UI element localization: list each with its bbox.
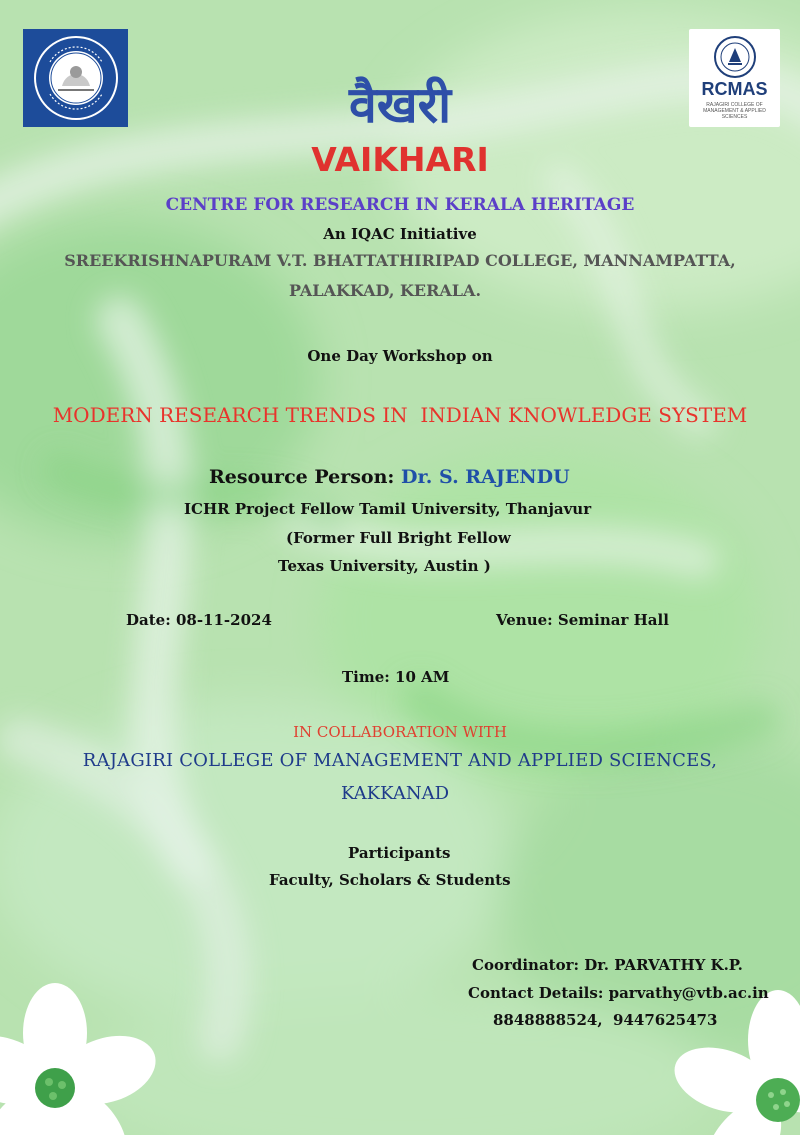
resource-person-label: Resource Person: (209, 466, 402, 488)
contact-phones: 8848888524, 9447625473 (493, 1011, 718, 1029)
rcmas-logo-subtitle: RAJAGIRI COLLEGE OF MANAGEMENT & APPLIED SCIENCES (703, 102, 766, 120)
rcmas-logo-name: RCMAS (701, 79, 768, 99)
coordinator: Coordinator: Dr. PARVATHY K.P. (472, 956, 743, 974)
participants-list: Faculty, Scholars & Students (269, 871, 511, 889)
collaborator-name-line2: KAKKANAD (340, 783, 450, 804)
participants-label: Participants (348, 844, 451, 862)
collaborator-name-line1: RAJAGIRI COLLEGE OF MANAGEMENT AND APPLIED SCIENCES, (82, 750, 718, 771)
collaboration-label: IN COLLABORATION WITH (293, 723, 507, 741)
hindi-title: वैखरी (348, 76, 452, 134)
resource-person-affiliation: ICHR Project Fellow Tamil University, Thanjavur (184, 500, 592, 518)
initiative-line: An IQAC Initiative (323, 225, 477, 243)
contact-details: Contact Details: parvathy@vtb.ac.in (468, 984, 769, 1002)
resource-person-former: (Former Full Bright Fellow (286, 529, 511, 547)
college-name-line1: SREEKRISHNAPURAM V.T. BHATTATHIRIPAD COLLEGE, MANNAMPATTA, (64, 251, 736, 270)
workshop-topic: MODERN RESEARCH TRENDS IN INDIAN KNOWLEDGE SYSTEM (52, 403, 748, 427)
workshop-intro: One Day Workshop on (307, 347, 493, 365)
resource-person (209, 464, 570, 490)
centre-name: CENTRE FOR RESEARCH IN KERALA HERITAGE (165, 195, 635, 215)
event-venue: Venue: Seminar Hall (496, 611, 669, 629)
event-title: VAIKHARI (311, 140, 489, 179)
college-name-line2: PALAKKAD, KERALA. (289, 281, 482, 300)
resource-person-name: Dr. S. RAJENDU (401, 466, 570, 488)
event-date: Date: 08-11-2024 (126, 611, 272, 629)
rcmas-emblem-icon (713, 35, 757, 79)
resource-person-university: Texas University, Austin ) (278, 557, 491, 575)
event-time: Time: 10 AM (342, 668, 450, 686)
